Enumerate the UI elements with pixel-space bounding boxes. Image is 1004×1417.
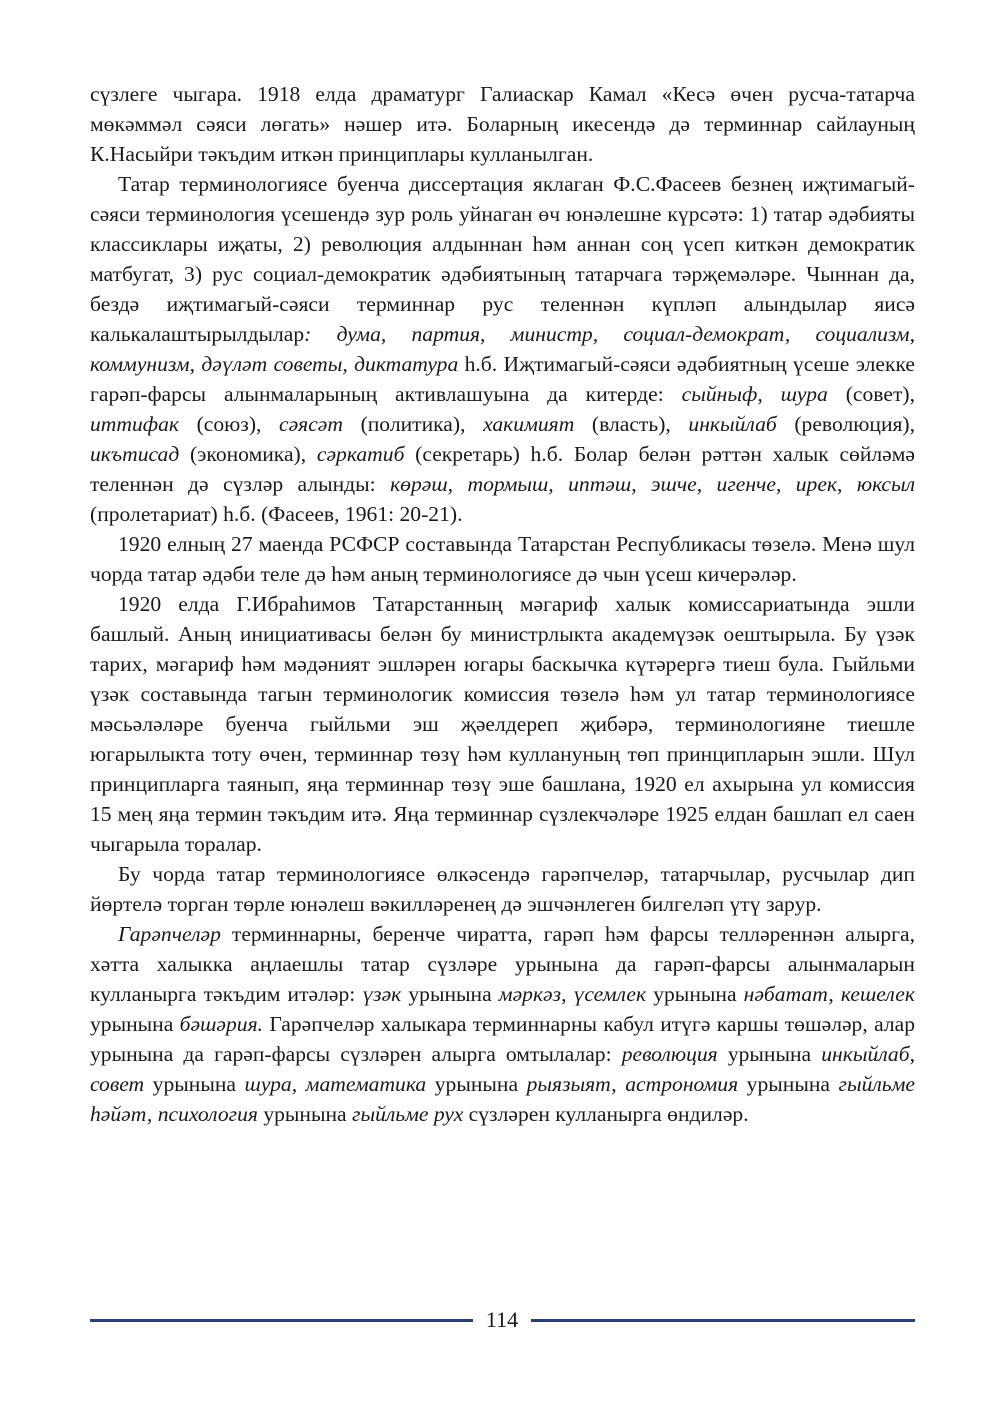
- text-run: терминнарны, беренче чиратта, гарәп һәм фарсы телләреннән алырга, хәтта халыкка аңлаешлы татар сүзләре урынына да гарәп-фарсы алынмаларын кулланырга тәкъдим итәләр:: [90, 922, 915, 1006]
- paragraph: [90, 589, 915, 859]
- text-run: (власть),: [574, 412, 689, 436]
- italic-term: инкыйлаб, совет: [90, 1042, 915, 1096]
- text-run: сүзлеге чыгара. 1918 елда драматург Галиаскар Камал «Кесә өчен русча-татарча мөкәммәл сәяси лөгать» нәшер итә. Боларның икесендә дә терминнар сайлауның К.Насыйри тәкъдим иткән принциплары кулланылган.: [90, 82, 915, 166]
- italic-term: Гарәпчеләр: [118, 922, 221, 946]
- paragraph: [90, 859, 915, 919]
- text-run: урынына: [257, 1102, 353, 1126]
- italic-term: үзәк: [362, 982, 402, 1006]
- paragraph: [90, 919, 915, 1129]
- italic-term: инкыйлаб: [688, 412, 777, 436]
- text-run: урынына: [646, 982, 744, 1006]
- page-body: [90, 79, 915, 1129]
- italic-term: иттифак: [90, 412, 180, 436]
- text-run: (политика),: [342, 412, 484, 436]
- italic-term: нәбатат, кешелек: [743, 982, 915, 1006]
- paragraph: [90, 529, 915, 589]
- italic-term: көрәш, тормыш, иптәш, эшче, игенче, ирек, юксыл: [390, 472, 915, 496]
- text-run: Гарәпчеләр халыкара терминнарны кабул итүгә каршы төшәләр, алар урынына да гарәп-фарсы сүзләрен алырга омтылалар:: [90, 1012, 915, 1066]
- italic-term: сәясәт: [279, 412, 343, 436]
- paragraph: [90, 79, 915, 169]
- footer-rule-right: [531, 1319, 915, 1322]
- text-run: һ.б. Иҗтимагый-сәяси әдәбиятның үсеше элекке гарәп-фарсы алынмаларының активлашуына да китерде:: [90, 352, 916, 406]
- text-run: (пролетариат) һ.б. (Фасеев, 1961: 20-21).: [90, 502, 463, 526]
- text-run: (совет),: [827, 382, 915, 406]
- italic-term: гыйльме рух: [352, 1102, 464, 1126]
- text-run: сүзләрен кулланырга өндиләр.: [463, 1102, 749, 1126]
- text-run: Бу чорда татар терминологиясе өлкәсендә гарәпчеләр, татарчылар, русчылар дип йөртелә торган төрле юнәлеш вәкилләренең дә эшчәнлеген билгеләп үтү зарур.: [90, 862, 915, 916]
- italic-term: хакимият: [483, 412, 575, 436]
- text-run: урынына: [738, 1072, 839, 1096]
- text-run: урынына: [717, 1042, 822, 1066]
- text-run: (экономика),: [179, 442, 317, 466]
- text-run: урынына: [90, 1012, 180, 1036]
- italic-term: революция: [621, 1042, 718, 1066]
- italic-term: шура, математика: [244, 1072, 427, 1096]
- italic-term: : дума, партия, министр, социал-демократ, социализм, коммунизм, дәүләт советы, диктатура: [90, 322, 915, 376]
- italic-term: сәркатиб: [316, 442, 405, 466]
- text-run: Татар терминологиясе буенча диссертация яклаган Ф.С.Фасеев безнең иҗтимагый-сәяси терминология үсешендә зур роль уйнаган өч юнәлешне күрсәтә: 1) татар әдәбияты классиклары иҗаты, 2) революция алдыннан һәм аннан соң үсеп киткән демократик матбугат, 3) рус социал-демократик әдәбиятының татарчага тәрҗемәләре. Чыннан да, бездә иҗтимагый-сәяси терминнар рус теленнән күпләп алындылар яисә калькалаштырылдылар: [90, 172, 915, 346]
- text-run: (секретарь) һ.б. Болар белән рәттән халык сөйләмә теленнән дә сүзләр алынды:: [90, 442, 915, 496]
- text-run: урынына: [426, 1072, 527, 1096]
- italic-term: икътисад: [90, 442, 180, 466]
- italic-term: сыйныф, шура: [681, 382, 828, 406]
- text-run: урынына: [401, 982, 499, 1006]
- footer-rule-left: [90, 1319, 473, 1322]
- text-run: (союз),: [179, 412, 279, 436]
- page-footer: [90, 1305, 915, 1335]
- italic-term: гыйльме һәйәт, психология: [90, 1072, 915, 1126]
- text-run: урынына: [144, 1072, 245, 1096]
- italic-term: бәшәрия.: [179, 1012, 264, 1036]
- text-run: 1920 елның 27 маенда РСФСР составында Татарстан Республикасы төзелә. Менә шул чорда татар әдәби теле дә һәм аның терминологиясе дә чын үсеш кичерәләр.: [90, 532, 915, 586]
- text-run: (революция),: [776, 412, 916, 436]
- page-number: 114: [485, 1307, 519, 1332]
- italic-term: рыязыят, астрономия: [526, 1072, 739, 1096]
- paragraph: [90, 169, 915, 529]
- text-run: 1920 елда Г.Ибраһимов Татарстанның мәгариф халык комиссариатында эшли башлый. Аның инициативасы белән бу министрлыкта академүзәк оештырыла. Бу үзәк тарих, мәгариф һәм мәдәният эшләрен югары баскычка күтәрергә тиеш була. Гыйльми үзәк составында тагын терминологик комиссия төзелә һәм ул татар терминологиясе мәсьәләләре буенча гыйльми эш җәелдереп җибәрә, терминологияне тиешле югарылыкта тоту өчен, терминнар төзү һәм куллануның төп принципларын эшли. Шул принципларга таянып, яңа терминнар төзү эше башлана, 1920 ел ахырына ул комиссия 15 мең яңа термин тәкъдим итә. Яңа терминнар сүзлекчәләре 1925 елдан башлап ел саен чыгарыла торалар.: [90, 592, 915, 856]
- italic-term: мәркәз, үсемлек: [498, 982, 647, 1006]
